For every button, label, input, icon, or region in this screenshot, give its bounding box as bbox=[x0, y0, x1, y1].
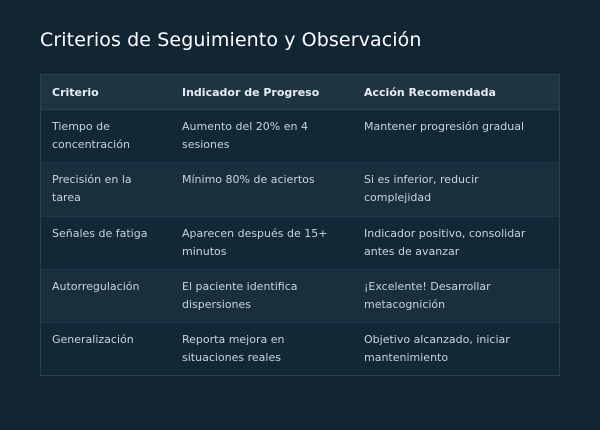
cell-indicador: Reporta mejora en situaciones reales bbox=[171, 323, 353, 376]
cell-accion: Mantener progresión gradual bbox=[353, 110, 559, 163]
criteria-table-container bbox=[40, 74, 560, 376]
cell-accion: Si es inferior, reducir complejidad bbox=[353, 163, 559, 217]
cell-indicador: Aumento del 20% en 4 sesiones bbox=[171, 110, 353, 163]
table-row bbox=[41, 163, 559, 217]
table-row bbox=[41, 110, 559, 163]
table-row bbox=[41, 323, 559, 376]
cell-accion: Indicador positivo, consolidar antes de avanzar bbox=[353, 217, 559, 270]
cell-criterio: Tiempo de concentración bbox=[41, 110, 171, 163]
column-header-criterio: Criterio bbox=[41, 75, 171, 110]
cell-accion: ¡Excelente! Desarrollar metacognición bbox=[353, 270, 559, 323]
criteria-table bbox=[41, 75, 559, 375]
cell-accion: Objetivo alcanzado, iniciar mantenimiento bbox=[353, 323, 559, 376]
page-title: Criterios de Seguimiento y Observación bbox=[40, 29, 422, 51]
table-header-row bbox=[41, 75, 559, 110]
cell-indicador: Aparecen después de 15+ minutos bbox=[171, 217, 353, 270]
cell-criterio: Autorregulación bbox=[41, 270, 171, 323]
cell-indicador: Mínimo 80% de aciertos bbox=[171, 163, 353, 217]
column-header-indicador: Indicador de Progreso bbox=[171, 75, 353, 110]
cell-indicador: El paciente identifica dispersiones bbox=[171, 270, 353, 323]
cell-criterio: Precisión en la tarea bbox=[41, 163, 171, 217]
table-row bbox=[41, 270, 559, 323]
table-row bbox=[41, 217, 559, 270]
column-header-accion: Acción Recomendada bbox=[353, 75, 559, 110]
cell-criterio: Señales de fatiga bbox=[41, 217, 171, 270]
cell-criterio: Generalización bbox=[41, 323, 171, 376]
